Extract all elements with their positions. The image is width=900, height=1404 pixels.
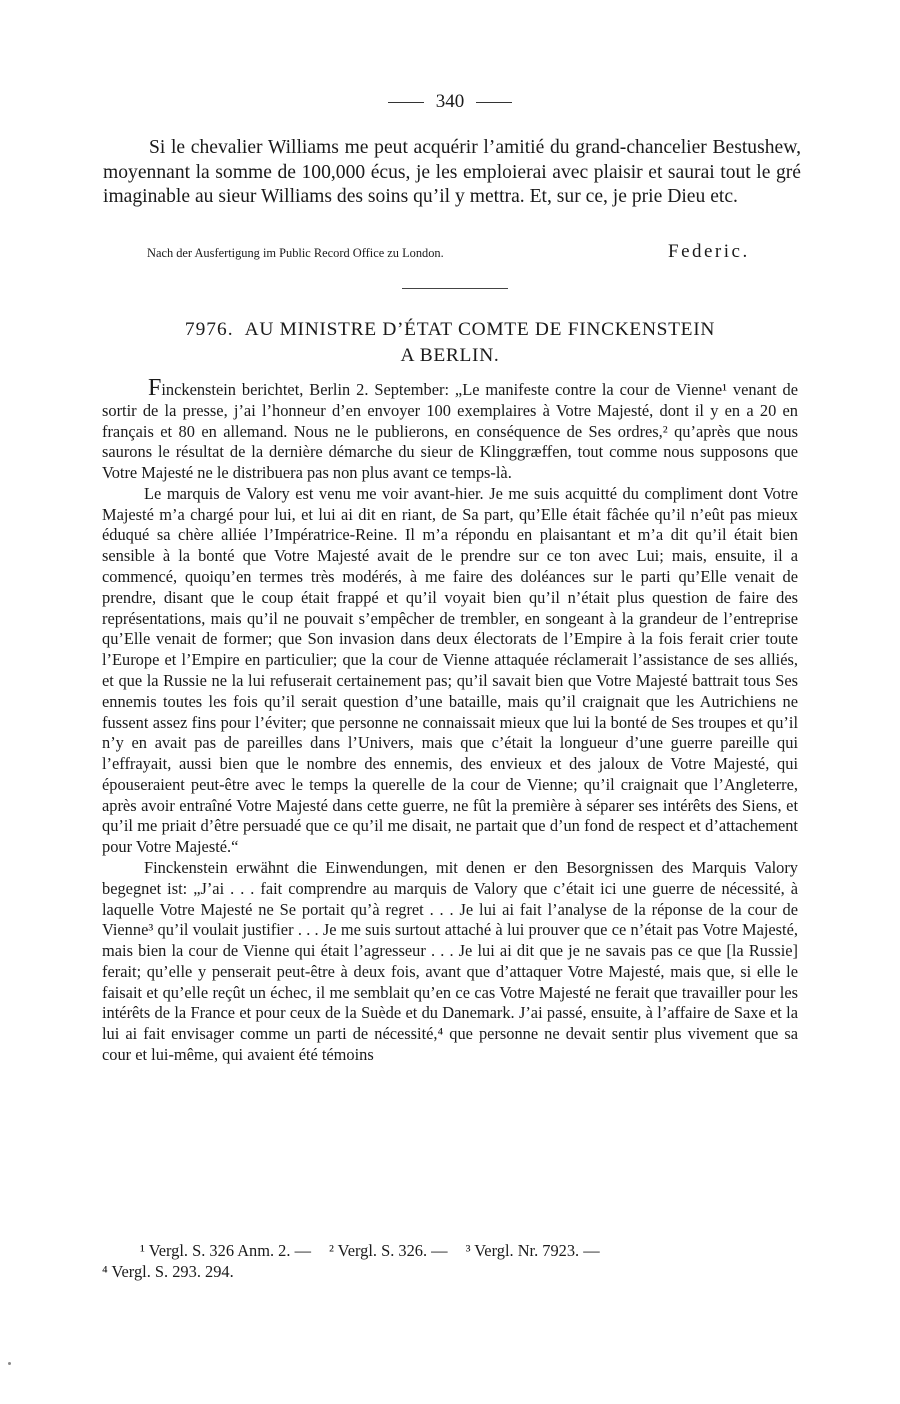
paragraph-1 <box>102 375 798 484</box>
footnote-2: ² Vergl. S. 326. — <box>328 1241 448 1260</box>
paragraph-3-quote: „J’ai . . . fait comprendre au marquis de Valory que c’était ici une guerre de nécessité, à laquelle Votre Majesté ne Se portait qu’à regret . . . Je lui ai fait l’analyse de la réponse de la cour de Vienne³ qu’il voulait justifier . . . Je me suis surtout attaché à lui prouver que ce n’était pas Votre Majesté, mais bien la cour de Vienne qui était l’agresseur . . . Je lui ai dit que je ne savais pas ce que [la Russie] ferait; qu’elle y penserait peut-être à deux fois, avant que d’attaquer Votre Majesté, mais que, si elle le faisait et qu’elle reçût un échec, il me semblait qu’en ce cas Votre Majesté ne ferait que travailler pour les intérêts de la France et pour ceux de la Suède et du Danemark. J’ai passé, ensuite, à l’affaire de Saxe et la lui ai fait envisager comme un parti de nécessité,⁴ que personne ne devait sentir plus vivement que sa cour et lui-même, qui avaient été témoins <box>102 878 798 1064</box>
paragraph-2: Le marquis de Valory est venu me voir avant-hier. Je me suis acquitté du compliment dont Votre Majesté m’a chargé pour lui, et lui ai dit en riant, de Sa part, qu’Elle était fâchée qu’il n’eût pas mieux éduqué sa chère alliée l’Impératrice-Reine. Il m’a répondu en plaisantant et m’a dit qu’il était bien sensible à la bonté que Votre Majesté avait de le prendre sur ce ton avec Lui; mais, ensuite, il a commencé, quoiqu’en termes très modérés, à me faire des doléances sur le parti qu’Elle venait de prendre, disant que le coup était frappé et qu’il voyait bien qu’il n’était plus question de faire des représentations, mais qu’il ne pouvait s’empêcher de trembler, en songeant à la grandeur de l’entreprise qu’Elle venait de former; que Son invasion dans deux électorats de l’Empire à la fois ferait crier toute l’Europe et l’Empire en particulier; que la cour de Vienne attaquée réclamerait l’assistance de ses alliés, et que la Russie ne la lui refuserait certainement pas; qu’il savait bien que Votre Majesté battrait tous Ses ennemis toutes les fois qu’il serait question d’une bataille, mais qu’il craignait que les Autrichiens ne fussent assez fins pour l’éviter; que personne ne connaissait mieux que lui la bonté de Ses troupes et qu’il n’y en avait pas de pareilles dans l’Univers, mais que c’était la longueur d’une guerre pareille qui l’effrayait, aussi bien que le nombre des ennemis, des envieux et des jaloux de Votre Majesté, qui épouseraient peut-être avec le temps la querelle de la cour de Vienne; qu’il craignait que l’Angleterre, après avoir entraîné Votre Majesté dans cette guerre, ne fût la première à séparer ses intérêts des Siens, et qu’il me priait d’être persuadé que ce qu’il me disait, ne partait que d’un fond de respect et d’attachement pour Votre Majesté.“ <box>102 483 798 857</box>
drop-capital: F <box>148 375 162 401</box>
footnote-4: ⁴ Vergl. S. 293. 294. <box>102 1262 234 1281</box>
page-number-dash-right <box>476 102 512 103</box>
page-number: 340 <box>435 91 465 112</box>
footnotes-line-1 <box>102 1240 802 1261</box>
paragraph-3 <box>102 858 798 1066</box>
page-number-dash-left <box>388 102 424 103</box>
opening-paragraph: Si le chevalier Williams me peut acquérir l’amitié du grand-chancelier Bestushew, moyennant la somme de 100,000 écus, je les emploierai avec plaisir et saurai tout le gré imaginable au sieur Williams des soins qu’il y mettra. Et, sur ce, je prie Dieu etc. <box>103 137 801 208</box>
paragraph-1-quote: „Le manifeste contre la cour de Vienne¹ venant de sortir de la presse, j’ai l’honneur d’en envoyer 100 exemplaires à Votre Majesté, dont il y en a 20 en français et 80 en allemand. Nous ne le publierons, en conséquence de Ses ordres,² qu’après que nous saurons le résultat de la dernière démarche du sieur de Klinggræffen, tout comme nous supposons que Votre Majesté ne le distribuera pas non plus avant ce temps-là. <box>102 380 798 483</box>
paragraph-1-intro: inckenstein berichtet, Berlin 2. September: <box>161 380 449 399</box>
paragraph-3-intro: Finckenstein erwähnt die Einwendungen, mit denen er den Besorgnissen des Marquis Valory begegnet ist: <box>102 857 798 898</box>
letter-body <box>102 375 798 1066</box>
section-divider <box>402 288 508 289</box>
footnote-3: ³ Vergl. Nr. 7923. — <box>465 1241 600 1260</box>
letter-heading-line2: A BERLIN. <box>400 345 500 366</box>
letter-heading-title: AU MINISTRE D’ÉTAT COMTE DE FINCKENSTEIN <box>244 319 716 340</box>
letter-heading-line1 <box>110 317 790 343</box>
signature: Federic. <box>668 241 750 262</box>
source-note: Nach der Ausfertigung im Public Record Office zu London. <box>147 246 444 260</box>
footnotes <box>102 1240 802 1282</box>
letter-heading <box>110 317 790 369</box>
scan-speck <box>8 1362 11 1365</box>
footnotes-line-2 <box>102 1261 802 1282</box>
page-number-line <box>0 91 900 113</box>
letter-number: 7976. <box>184 319 234 340</box>
footnote-1: ¹ Vergl. S. 326 Anm. 2. — <box>140 1241 311 1260</box>
